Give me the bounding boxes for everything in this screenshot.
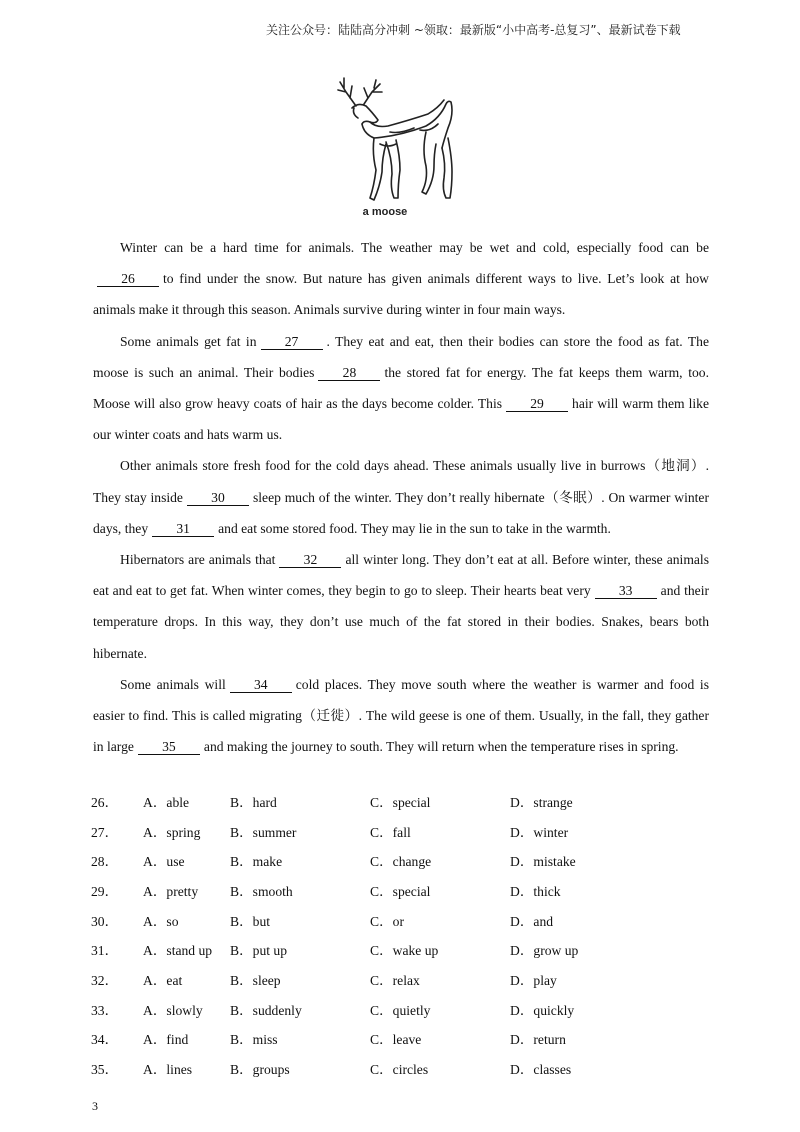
- question-row: [91, 845, 711, 875]
- passage-text: Some animals get fat in: [120, 333, 257, 349]
- paragraph-1: [93, 232, 709, 326]
- option-a: A．use: [143, 854, 185, 870]
- option-c: C．relax: [370, 972, 420, 988]
- passage-text: Hibernators are animals that: [120, 552, 276, 568]
- option-c: C．or: [370, 913, 404, 929]
- question-row: [91, 994, 711, 1024]
- figure-caption: a moose: [362, 206, 408, 218]
- option-c: C．change: [370, 854, 432, 870]
- option-d: D．mistake: [510, 854, 576, 870]
- blank-30: 30: [187, 490, 249, 506]
- option-c: C．special: [370, 883, 431, 899]
- question-number: 28．: [91, 854, 119, 870]
- passage-text: hair will warm them like our winter coats and hats warm us.: [93, 396, 709, 443]
- option-d: D．classes: [510, 1062, 572, 1078]
- option-a: A．lines: [143, 1062, 193, 1078]
- question-row: [91, 875, 711, 905]
- paragraph-5: [93, 669, 709, 763]
- question-number: 30．: [91, 913, 119, 929]
- question-number: 34．: [91, 1032, 119, 1048]
- option-b: B．smooth: [230, 883, 293, 899]
- question-row: [91, 816, 711, 846]
- option-b: B．summer: [230, 824, 297, 840]
- option-d: D．strange: [510, 794, 573, 810]
- question-number: 31．: [91, 943, 119, 959]
- question-number: 29．: [91, 883, 119, 899]
- page-header: 关注公众号：陆陆高分冲刺 ~领取：最新版“小中高考-总复习”、最新试卷下载: [266, 23, 681, 37]
- option-a: A．slowly: [143, 1002, 203, 1018]
- option-b: B．put up: [230, 943, 288, 959]
- question-row: [91, 905, 711, 935]
- passage-text: Other animals store fresh food for the cold days ahead. These animals usually live in burrows（地洞）. They stay inside: [93, 458, 709, 505]
- option-b: B．sleep: [230, 972, 281, 988]
- reading-passage: [93, 232, 709, 762]
- question-number: 35．: [91, 1062, 119, 1078]
- answer-options: [91, 786, 711, 1083]
- option-c: C．special: [370, 794, 431, 810]
- blank-33: 33: [595, 583, 657, 599]
- option-b: B．groups: [230, 1062, 290, 1078]
- passage-text: cold places. They move south where the weather is warmer and food is easier to find. This is called migrating（迁徙）. The wild geese is one of them. Usually, in the fall, they gather in large: [93, 676, 709, 755]
- passage-text: sleep much of the winter. They don’t really hibernate（冬眠）. On warmer winter days, they: [93, 489, 709, 536]
- question-row: [91, 1053, 711, 1083]
- option-d: D．thick: [510, 883, 561, 899]
- question-number: 32．: [91, 972, 119, 988]
- option-c: C．leave: [370, 1032, 422, 1048]
- option-c: C．fall: [370, 824, 411, 840]
- option-d: D．return: [510, 1032, 566, 1048]
- option-a: A．so: [143, 913, 179, 929]
- option-d: D．grow up: [510, 943, 579, 959]
- option-a: A．stand up: [143, 943, 213, 959]
- option-c: C．wake up: [370, 943, 439, 959]
- blank-28: 28: [318, 365, 380, 381]
- question-row: [91, 786, 711, 816]
- passage-text: and their temperature drops. In this way, they don’t use much of the fat stored in their bodies. Snakes, bears both hibernate.: [93, 583, 710, 661]
- option-a: A．pretty: [143, 883, 199, 899]
- option-b: B．miss: [230, 1032, 278, 1048]
- question-number: 27．: [91, 824, 119, 840]
- option-a: A．eat: [143, 972, 183, 988]
- blank-34: 34: [230, 677, 292, 693]
- page-number: 3: [92, 1099, 98, 1113]
- blank-29: 29: [506, 396, 568, 412]
- passage-text: all winter long. They don’t eat at all. Before winter, these animals eat and eat to get fat. When winter comes, they begin to go to sleep. Their hearts beat very: [93, 552, 709, 599]
- moose-illustration-icon: [330, 74, 470, 206]
- moose-figure: [330, 74, 470, 224]
- passage-text: to find under the snow. But nature has given animals different ways to live. Let’s look at how animals make it through this season. Animals survive during winter in four main ways.: [93, 271, 709, 318]
- blank-26: 26: [97, 271, 159, 287]
- passage-text: the stored fat for energy. The fat keeps them warm, too. Moose will also grow heavy coats of hair as the days become colder. This: [93, 364, 709, 412]
- option-d: D．play: [510, 972, 557, 988]
- option-c: C．circles: [370, 1062, 429, 1078]
- option-b: B．hard: [230, 794, 277, 810]
- blank-32: 32: [279, 552, 341, 568]
- option-d: D．winter: [510, 824, 569, 840]
- option-a: A．spring: [143, 824, 201, 840]
- option-d: D．and: [510, 913, 554, 929]
- paragraph-2: [93, 326, 709, 451]
- passage-text: . They eat and eat, then their bodies can store the food as fat. The moose is such an animal. Their bodies: [93, 333, 709, 380]
- option-b: B．make: [230, 854, 283, 870]
- option-a: A．able: [143, 794, 190, 810]
- question-number: 26．: [91, 794, 119, 810]
- question-row: [91, 964, 711, 994]
- blank-31: 31: [152, 521, 214, 537]
- option-b: B．suddenly: [230, 1002, 302, 1018]
- option-b: B．but: [230, 913, 271, 929]
- option-a: A．find: [143, 1032, 189, 1048]
- passage-text: and making the journey to south. They will return when the temperature rises in spring.: [203, 739, 679, 755]
- paragraph-3: [93, 450, 709, 544]
- paragraph-4: [93, 544, 709, 669]
- passage-text: and eat some stored food. They may lie in the sun to take in the warmth.: [218, 520, 611, 536]
- question-number: 33．: [91, 1002, 119, 1018]
- passage-text: Some animals will: [120, 676, 226, 692]
- blank-27: 27: [261, 334, 323, 350]
- question-row: [91, 1024, 711, 1054]
- option-d: D．quickly: [510, 1002, 575, 1018]
- question-row: [91, 934, 711, 964]
- passage-text: Winter can be a hard time for animals. The weather may be wet and cold, especially food can be: [120, 240, 709, 255]
- option-c: C．quietly: [370, 1002, 431, 1018]
- blank-35: 35: [138, 739, 200, 755]
